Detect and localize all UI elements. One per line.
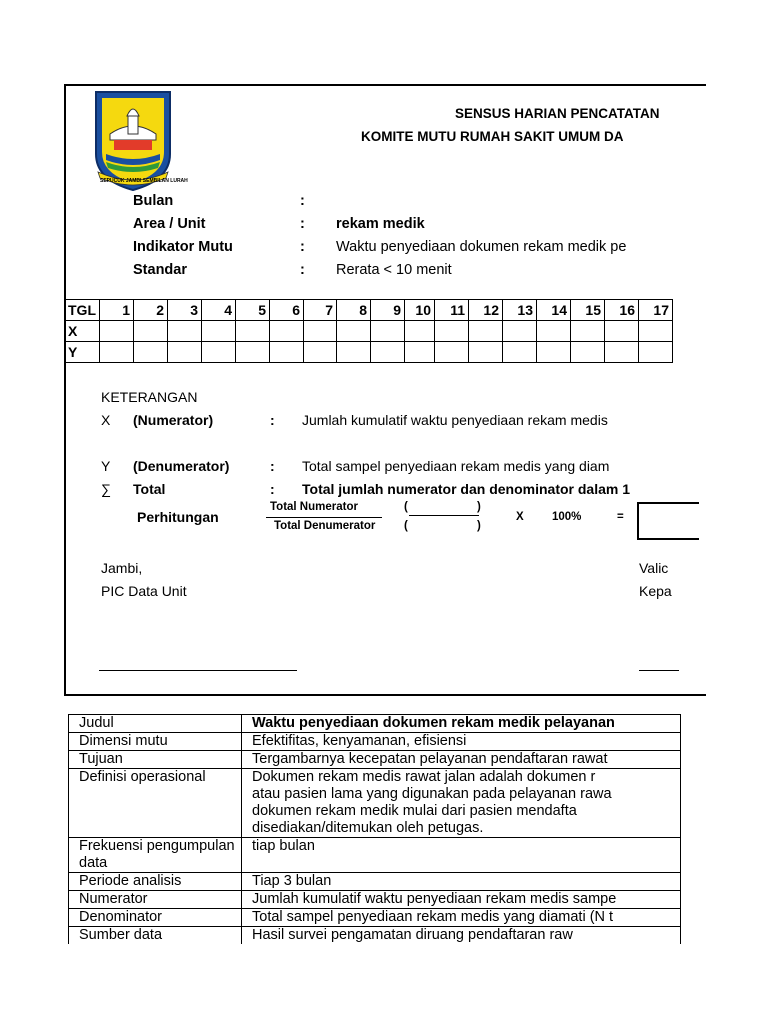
tgl-cell[interactable] [168, 321, 202, 342]
tgl-cell[interactable] [435, 321, 469, 342]
perhitungan-percent: 100% [552, 511, 582, 523]
keterangan-total-colon: : [270, 481, 275, 497]
tgl-day-6: 6 [270, 300, 304, 321]
keterangan-x-symbol: X [101, 412, 111, 428]
tgl-cell[interactable] [503, 321, 537, 342]
tgl-cell[interactable] [202, 321, 236, 342]
tgl-cell[interactable] [639, 321, 673, 342]
spec-value-line: Waktu penyediaan dokumen rekam medik pelayanan [252, 715, 615, 731]
tgl-cell[interactable] [371, 321, 405, 342]
spec-value-line: Total sampel penyediaan rekam medis yang diamati (N t [252, 909, 614, 925]
info-colon-standar: : [300, 262, 305, 278]
spec-value [242, 909, 681, 927]
spec-value-line: Tiap 3 bulan [252, 873, 332, 889]
tgl-cell[interactable] [270, 342, 304, 363]
signature-validator: Valic [639, 560, 669, 576]
tgl-row-x [65, 321, 673, 342]
tgl-day-10: 10 [405, 300, 435, 321]
tgl-cell[interactable] [571, 342, 605, 363]
signature-pic: PIC Data Unit [101, 583, 187, 599]
spec-row [69, 891, 681, 909]
form-title: SENSUS HARIAN PENCATATAN [455, 106, 660, 121]
spec-label: Numerator [69, 891, 242, 909]
info-label-bulan: Bulan [133, 193, 174, 209]
tgl-cell[interactable] [639, 342, 673, 363]
tgl-cell[interactable] [605, 342, 639, 363]
logo-motto: SEPUCUK JAMBI SEMBILAN LURAH [100, 178, 188, 184]
tgl-day-7: 7 [304, 300, 337, 321]
keterangan-y-symbol: Y [101, 458, 111, 474]
tgl-day-14: 14 [537, 300, 571, 321]
tgl-cell[interactable] [371, 342, 405, 363]
tgl-cell[interactable] [405, 321, 435, 342]
tgl-header-row [65, 300, 673, 321]
perhitungan-denominator: Total Denumerator [274, 520, 376, 532]
tgl-cell[interactable] [304, 321, 337, 342]
tgl-row-label: Y [65, 342, 100, 363]
tgl-day-12: 12 [469, 300, 503, 321]
spec-value-line: Dokumen rekam medis rawat jalan adalah dokumen r [252, 769, 596, 785]
tgl-day-17: 17 [639, 300, 673, 321]
numerator-paren-open: ( [404, 501, 408, 513]
perhitungan-equals: = [617, 511, 624, 523]
spec-row [69, 733, 681, 751]
tgl-cell[interactable] [236, 342, 270, 363]
fraction-line [266, 517, 382, 518]
spec-label: Tujuan [69, 751, 242, 769]
keterangan-x-label: (Numerator) [133, 412, 214, 428]
tgl-day-1: 1 [100, 300, 134, 321]
spec-value [242, 715, 681, 733]
tgl-header-label: TGL [65, 300, 100, 321]
denominator-paren-open: ( [404, 520, 408, 532]
spec-value [242, 873, 681, 891]
spec-row [69, 715, 681, 733]
tgl-cell[interactable] [168, 342, 202, 363]
keterangan-total-text: Total jumlah numerator dan denominator dalam 1 [302, 481, 631, 497]
numerator-blank-line [409, 515, 479, 516]
signature-kepala: Kepa [639, 583, 672, 599]
tgl-day-4: 4 [202, 300, 236, 321]
tgl-cell[interactable] [337, 321, 371, 342]
info-colon-indikator: : [300, 239, 305, 255]
tgl-cell[interactable] [134, 342, 168, 363]
tgl-cell[interactable] [503, 342, 537, 363]
spec-value-line: tiap bulan [252, 838, 315, 854]
spec-label: Periode analisis [69, 873, 242, 891]
tgl-cell[interactable] [537, 342, 571, 363]
tgl-cell[interactable] [100, 321, 134, 342]
tgl-cell[interactable] [571, 321, 605, 342]
tgl-day-16: 16 [605, 300, 639, 321]
spec-label: Sumber data [69, 927, 242, 945]
tgl-cell[interactable] [337, 342, 371, 363]
tgl-cell[interactable] [605, 321, 639, 342]
tgl-cell[interactable] [134, 321, 168, 342]
spec-value [242, 891, 681, 909]
indicator-spec-table [68, 714, 681, 944]
form-subtitle: KOMITE MUTU RUMAH SAKIT UMUM DA [361, 129, 624, 144]
spec-row [69, 751, 681, 769]
spec-row [69, 838, 681, 873]
info-label-area: Area / Unit [133, 216, 206, 232]
info-colon-area: : [300, 216, 305, 232]
tgl-day-8: 8 [337, 300, 371, 321]
spec-value [242, 927, 681, 945]
info-value-indikator: Waktu penyediaan dokumen rekam medik pe [336, 239, 627, 255]
info-colon-bulan: : [300, 193, 305, 209]
spec-row [69, 909, 681, 927]
tgl-cell[interactable] [270, 321, 304, 342]
perhitungan-times: X [516, 511, 524, 523]
keterangan-total-label: Total [133, 481, 166, 497]
perhitungan-numerator: Total Numerator [270, 501, 358, 513]
spec-value-line: atau pasien lama yang digunakan pada pelayanan rawa [252, 786, 612, 802]
spec-value-line: Tergambarnya kecepatan pelayanan pendaftaran rawat [252, 751, 608, 767]
keterangan-y-text: Total sampel penyediaan rekam medis yang diam [302, 458, 610, 474]
spec-value-line: dokumen rekam medik mulai dari pasien mendafta [252, 803, 577, 819]
tgl-day-9: 9 [371, 300, 405, 321]
tgl-cell[interactable] [304, 342, 337, 363]
province-emblem-icon [92, 88, 174, 192]
spec-value-line: Efektifitas, kenyamanan, efisiensi [252, 733, 467, 749]
keterangan-heading: KETERANGAN [101, 389, 198, 405]
signature-line-right [639, 670, 679, 671]
tgl-day-3: 3 [168, 300, 202, 321]
tgl-day-11: 11 [435, 300, 469, 321]
info-label-indikator: Indikator Mutu [133, 239, 233, 255]
tgl-cell[interactable] [469, 321, 503, 342]
tgl-row-y [65, 342, 673, 363]
info-label-standar: Standar [133, 262, 187, 278]
spec-value-line: disediakan/ditemukan oleh petugas. [252, 820, 484, 836]
denominator-paren-close: ) [477, 520, 481, 532]
spec-value [242, 733, 681, 751]
tgl-cell[interactable] [405, 342, 435, 363]
spec-label: Dimensi mutu [69, 733, 242, 751]
info-value-area: rekam medik [336, 216, 425, 232]
tgl-day-2: 2 [134, 300, 168, 321]
keterangan-x-text: Jumlah kumulatif waktu penyediaan rekam medis [302, 412, 608, 428]
spec-label: Definisi operasional [69, 769, 242, 838]
spec-value-line: Hasil survei pengamatan diruang pendaftaran raw [252, 927, 573, 943]
tgl-day-15: 15 [571, 300, 605, 321]
signature-place: Jambi, [101, 560, 143, 576]
tgl-cell[interactable] [100, 342, 134, 363]
signature-line-left [99, 670, 297, 671]
tgl-cell[interactable] [537, 321, 571, 342]
tgl-table [64, 299, 673, 363]
spec-label: Denominator [69, 909, 242, 927]
keterangan-total-symbol: ∑ [101, 481, 111, 497]
info-value-standar: Rerata < 10 menit [336, 262, 452, 278]
spec-row [69, 873, 681, 891]
tgl-cell[interactable] [469, 342, 503, 363]
spec-row [69, 927, 681, 945]
keterangan-y-colon: : [270, 458, 275, 474]
tgl-cell[interactable] [236, 321, 270, 342]
perhitungan-label: Perhitungan [137, 509, 219, 525]
keterangan-x-colon: : [270, 412, 275, 428]
spec-value-line: Jumlah kumulatif waktu penyediaan rekam medis sampe [252, 891, 617, 907]
tgl-day-13: 13 [503, 300, 537, 321]
tgl-day-5: 5 [236, 300, 270, 321]
tgl-cell[interactable] [202, 342, 236, 363]
numerator-paren-close: ) [477, 501, 481, 513]
spec-value [242, 751, 681, 769]
spec-label: Frekuensi pengumpulan data [69, 838, 242, 873]
spec-value [242, 769, 681, 838]
keterangan-y-label: (Denumerator) [133, 458, 230, 474]
result-box[interactable] [637, 502, 699, 540]
spec-label: Judul [69, 715, 242, 733]
spec-row [69, 769, 681, 838]
tgl-row-label: X [65, 321, 100, 342]
tgl-cell[interactable] [435, 342, 469, 363]
spec-value [242, 838, 681, 873]
